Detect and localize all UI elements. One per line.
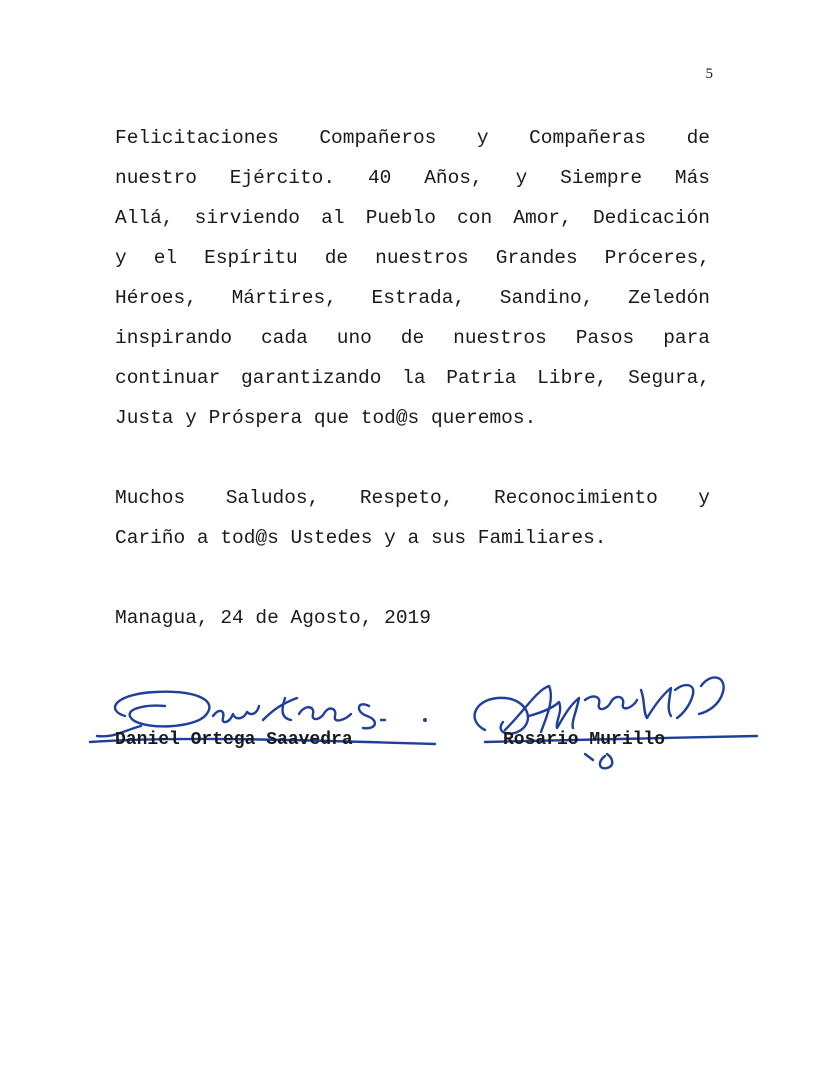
signatory-left-name: Daniel Ortega Saavedra xyxy=(115,730,353,750)
text-line: Muchos Saludos, Respeto, Reconocimiento y xyxy=(115,487,710,509)
letter-body xyxy=(115,118,710,638)
paragraph-greetings xyxy=(115,478,710,558)
dateline: Managua, 24 de Agosto, 2019 xyxy=(115,607,431,629)
text-line: Cariño a tod@s Ustedes y a sus Familiares. xyxy=(115,527,607,549)
paragraph-congratulations xyxy=(115,118,710,438)
text-line: Felicitaciones Compañeros y Compañeras de xyxy=(115,127,710,149)
text-line: Justa y Próspera que tod@s queremos. xyxy=(115,407,537,429)
text-line: nuestro Ejército. 40 Años, y Siempre Más xyxy=(115,167,710,189)
text-line: y el Espíritu de nuestros Grandes Próceres, xyxy=(115,247,710,269)
text-line: Allá, sirviendo al Pueblo con Amor, Dedicación xyxy=(115,207,710,229)
page-number: 5 xyxy=(705,66,713,82)
text-line: Héroes, Mártires, Estrada, Sandino, Zeledón xyxy=(115,287,710,309)
text-line: inspirando cada uno de nuestros Pasos para xyxy=(115,327,710,349)
text-line: continuar garantizando la Patria Libre, Segura, xyxy=(115,367,710,389)
signatory-right-name: Rosario Murillo xyxy=(503,730,666,750)
signature-rosario-murillo xyxy=(465,660,765,780)
